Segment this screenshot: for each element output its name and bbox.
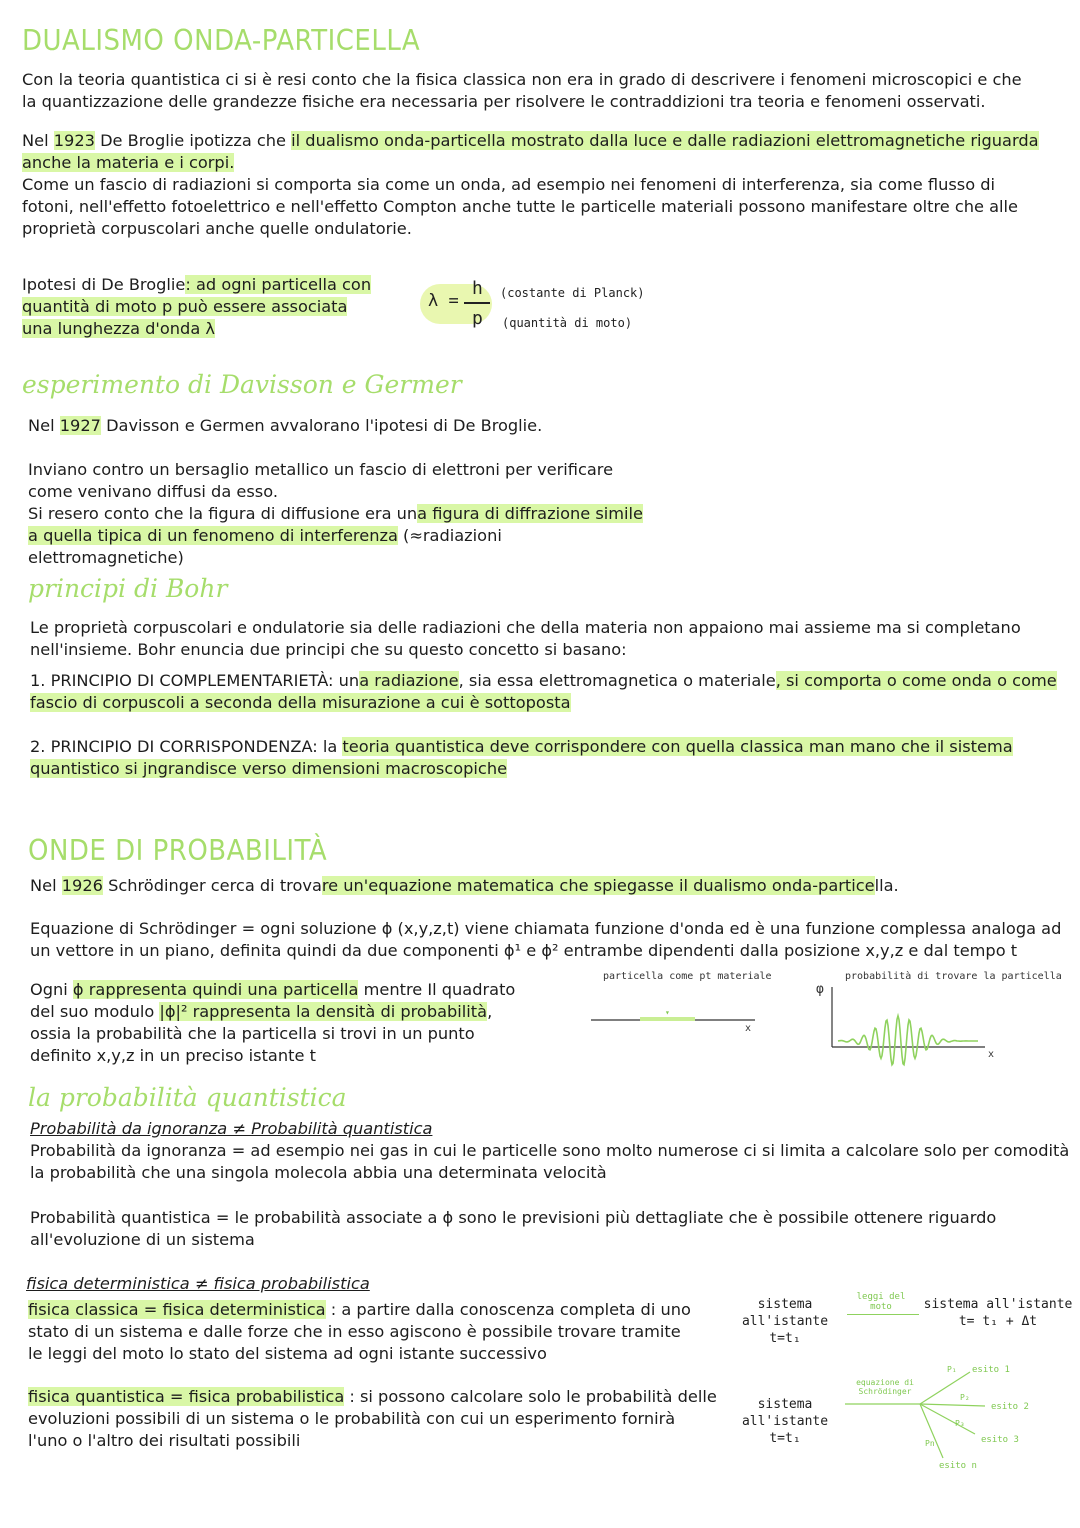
principle-complementarity (30, 670, 1070, 714)
d2-left-1: sistema all'istante (741, 1397, 829, 1429)
text: Davisson e Germen avvalorano l'ipotesi di De Broglie. (100, 416, 543, 435)
d1-right (923, 1296, 1073, 1330)
text: Si resero conto che la figura di diffusione era un (28, 504, 418, 523)
d2-o1: esito 1 (972, 1365, 1010, 1375)
highlight-text: fisica quantistica = fisica probabilistica (28, 1387, 345, 1406)
section-title-davisson: esperimento di Davisson e Germer (22, 370, 462, 399)
d1-mid-label: leggi del moto (856, 1292, 906, 1312)
paragraph-diffrazione (28, 503, 658, 569)
highlight-text: fisica classica = fisica deterministica (28, 1300, 326, 1319)
text: : si possono calcolare solo le probabilità delle evoluzioni possibili di un sistema o le probabilità con cui un esperimento fornirà l'uno o l'altro dei risultati possibili (28, 1387, 717, 1450)
fig1-point: ▾ (665, 1008, 670, 1017)
d1-right-1: sistema all'istante (923, 1297, 1073, 1312)
d1-left-1: sistema all'istante (741, 1297, 829, 1329)
year-1926: 1926 (61, 876, 103, 895)
paragraph-equazione: Equazione di Schrödinger = ogni soluzione ϕ (x,y,z,t) viene chiamata funzione d'onda ed è una funzione complessa analoga ad un vettore in un piano, definita quindi da due componenti ϕ¹ e ϕ² entrambe dipendenti dalla posizione x,y,z e dal tempo t (30, 919, 1062, 960)
principle-correspondence (30, 736, 1075, 780)
d2-branch-3 (920, 1404, 975, 1434)
text: Nel (30, 876, 62, 895)
paragraph-de-broglie (22, 130, 1072, 174)
subtitle-deterministica: fisica deterministica ≠ fisica probabilistica (26, 1274, 370, 1293)
highlight-text: teoria quantistica deve corrispondere con quella classica man mano che il sistema quantistico si jngrandisce verso dimensioni macroscopiche (30, 737, 1013, 778)
section-title-probabilita: la probabilità quantistica (28, 1083, 347, 1112)
subtitle-ignoranza: Probabilità da ignoranza ≠ Probabilità quantistica (30, 1119, 433, 1138)
d1-arrow (847, 1314, 919, 1315)
figure-probability-wave (810, 965, 1062, 1080)
paragraph-intro: Con la teoria quantistica ci si è resi conto che la fisica classica non era in grado di descrivere i fenomeni microscopici e che la quantizzazione delle grandezze fisiche era necessaria per risolvere le contraddizioni tra teoria e fenomeni osservati. (22, 70, 1022, 111)
figure-particle-point (585, 965, 775, 1035)
paragraph-bohr: Le proprietà corpuscolari e ondulatorie sia delle radiazioni che della materia non appaiono mai assieme ma si completano nell'insieme. Bohr enuncia due principi che su questo concetto si basano: (30, 618, 1021, 659)
highlight-text: a radiazione (359, 671, 459, 690)
text: Nel (22, 131, 54, 150)
paragraph-1926 (30, 875, 1070, 897)
note-p: (quantità di moto) (502, 316, 633, 330)
text: , ossia la probabilità che la particella si trovi in un punto definito x,y,z in un preciso istante t (30, 1002, 493, 1065)
paragraph-densita (30, 979, 530, 1067)
formula-h: h (472, 278, 483, 299)
text: De Broglie ipotizza che (94, 131, 292, 150)
d2-pn: Pn (925, 1439, 935, 1448)
d2-p2: P₂ (960, 1393, 970, 1402)
paragraph-ignoranza: Probabilità da ignoranza = ad esempio nei gas in cui le particelle sono molto numerose ci si limita a calcolare solo per comodità la probabilità che una singola molecola abbia una determinata velocità (30, 1141, 1070, 1182)
diagram-probabilistic (715, 1360, 1075, 1472)
paragraph-hypothesis (22, 274, 382, 340)
paragraph-classica (28, 1299, 698, 1365)
text: , sia essa elettromagnetica o materiale (458, 671, 776, 690)
text: Nel (28, 416, 60, 435)
year-1923: 1923 (53, 131, 95, 150)
paragraph-quantistica: Probabilità quantistica = le probabilità associate a ϕ sono le previsioni più dettagliate che è possibile ottenere riguardo all'evoluzione di un sistema (30, 1208, 997, 1249)
text: (≈radiazioni elettromagnetiche) (28, 526, 502, 567)
d2-branch-n (920, 1404, 943, 1458)
year-1927: 1927 (59, 416, 101, 435)
text: lla. (874, 876, 899, 895)
d2-p1: P₁ (947, 1365, 957, 1374)
diagram-deterministic (715, 1292, 1075, 1346)
wave-packet (838, 1016, 978, 1065)
section-title-dualismo: DUALISMO ONDA-PARTICELLA (22, 24, 421, 58)
fig1-label: particella come pt materiale (603, 971, 772, 982)
formula-de-broglie (420, 278, 500, 340)
fig2-x-label: x (988, 1049, 995, 1060)
d2-o2: esito 2 (991, 1402, 1029, 1412)
d2-left-2: t=t₁ (769, 1431, 801, 1446)
paragraph-bersaglio: Inviano contro un bersaglio metallico un fascio di elettroni per verificare come venivano diffusi da esso. (28, 460, 614, 501)
fraction-line (464, 302, 490, 304)
fig2-label: probabilità di trovare la particella (845, 971, 1062, 982)
highlight-text: il dualismo onda-particella mostrato dalla luce e dalle radiazioni elettromagnetiche riguarda anche la materia e i corpi. (22, 131, 1039, 172)
d1-right-2: t= t₁ + Δt (958, 1314, 1038, 1329)
note-h: (costante di Planck) (500, 286, 645, 300)
text: : a partire dalla conoscenza completa di uno stato di un sistema e dalle forze che in esso agiscono è possibile trovare tramite le leggi del moto lo stato del sistema ad ogni istante successivo (28, 1300, 691, 1363)
d2-branches (845, 1360, 1075, 1472)
fig2-y-label: φ (816, 982, 824, 997)
d2-o3: esito 3 (981, 1435, 1019, 1445)
section-title-onde: ONDE DI PROBABILITÀ (28, 834, 328, 868)
highlight-text: , si comporta o come onda o come fascio di corpuscoli a seconda della misurazione a cui è sottoposta (30, 671, 1057, 712)
highlight-text: re un'equazione matematica che spiegasse il dualismo onda-partice (321, 876, 875, 895)
paragraph-1927 (28, 415, 728, 437)
formula-lambda: λ = (428, 291, 459, 311)
paragraph-quantistica-prob (28, 1386, 718, 1452)
highlight-text: : ad ogni particella con quantità di moto p può essere associata una lunghezza d'onda λ (22, 275, 372, 338)
text: Ogni (30, 980, 73, 999)
paragraph-fascio: Come un fascio di radiazioni si comporta sia come un onda, ad esempio nei fenomeni di interferenza, sia come flusso di fotoni, nell'effetto fotoelettrico e nell'effetto Compton anche tutte le particelle materiali possono manifestare oltre che alle proprietà corpuscolari anche quelle ondulatorie. (22, 175, 1018, 238)
highlight-text: |ϕ|² rappresenta la densità di probabilità (159, 1002, 488, 1021)
section-title-bohr: principi di Bohr (28, 574, 228, 603)
fig1-axis-label: x (745, 1023, 752, 1034)
d1-left (715, 1296, 855, 1347)
text: mentre Il quadrato del suo modulo (30, 980, 516, 1021)
text: Schrödinger cerca di trova (102, 876, 322, 895)
formula-p: p (472, 308, 483, 329)
highlight-text: ϕ rappresenta quindi una particella (72, 980, 359, 999)
text: 1. PRINCIPIO DI COMPLEMENTARIETÀ: un (30, 671, 360, 690)
d2-left (715, 1396, 855, 1447)
text: Ipotesi di De Broglie (22, 275, 186, 294)
text: 2. PRINCIPIO DI CORRISPONDENZA: la (30, 737, 343, 756)
d2-branch-2 (920, 1404, 985, 1406)
d2-p3: P₃ (955, 1419, 965, 1428)
highlight-text: a figura di diffrazione simile a quella tipica di un fenomeno di interferenza (28, 504, 644, 545)
d2-on: esito n (939, 1461, 977, 1471)
d1-left-2: t=t₁ (769, 1331, 801, 1346)
d2-mid-label: equazione di Schrödinger (856, 1378, 914, 1396)
